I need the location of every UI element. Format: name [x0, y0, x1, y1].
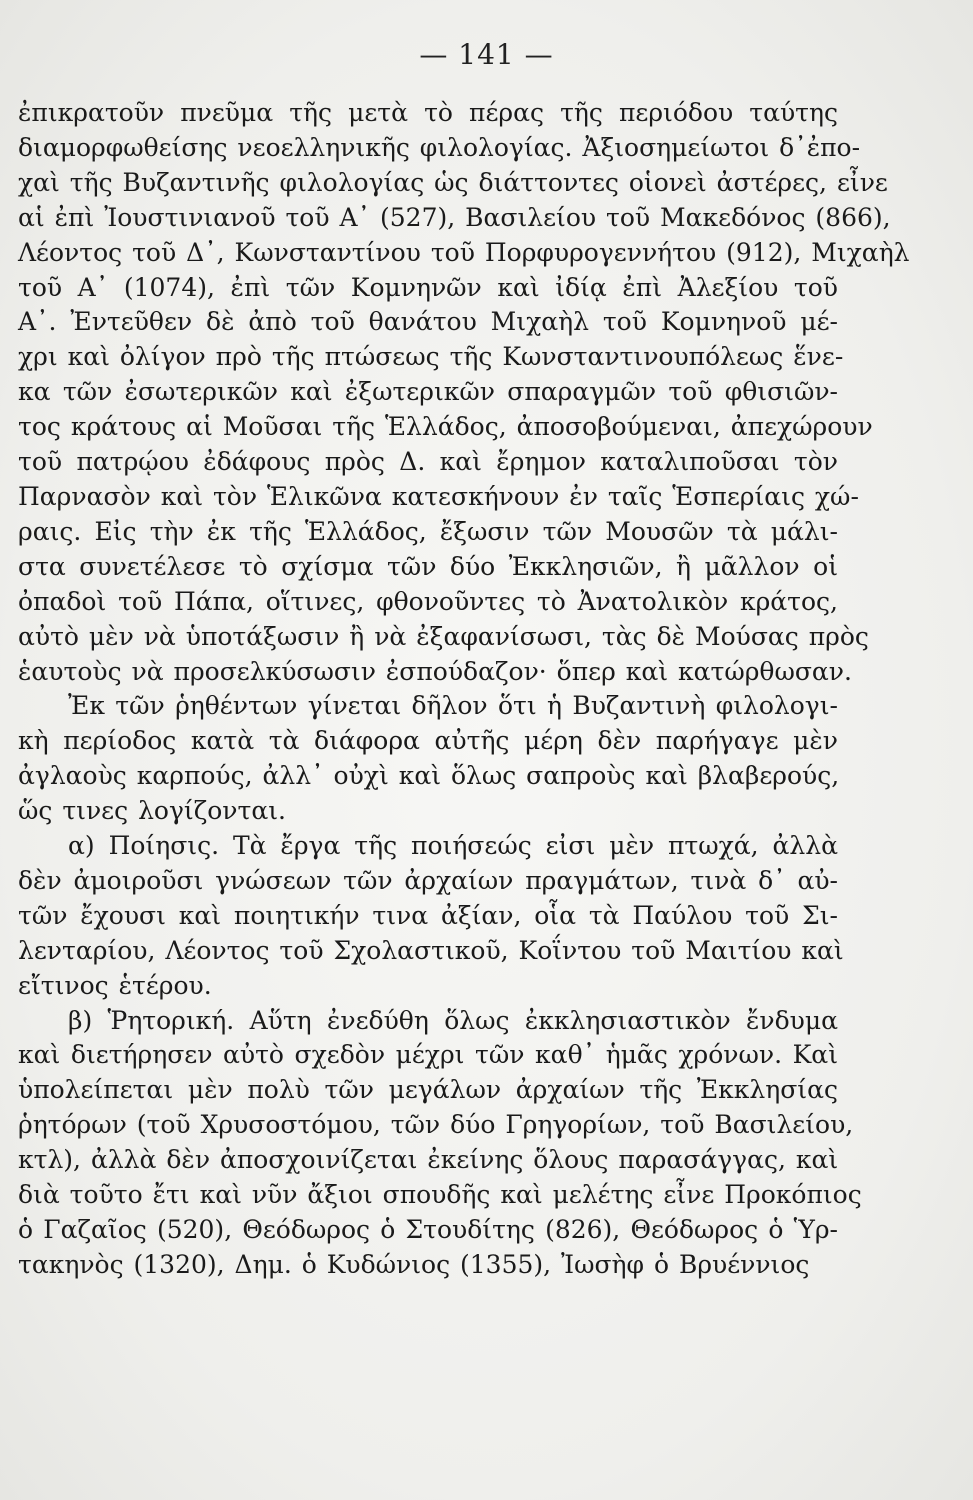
text-line: ῥητόρων (τοῦ Χρυσοστόμου, τῶν δύο Γρηγορίων, τοῦ Βασιλείου,: [18, 1110, 854, 1140]
text-line: τακηνὸς (1320), Δημ. ὁ Κυδώνιος (1355), Ἰωσὴφ ὁ Βρυέννιος: [18, 1249, 810, 1279]
text-line: εἴτινος ἑτέρου.: [18, 970, 212, 1000]
text-line: αὐτὸ μὲν νὰ ὑποτάξωσιν ἢ νὰ ἐξαφανίσωσι, τὰς δὲ Μούσας πρὸς: [18, 621, 869, 651]
page-number: — 141 —: [419, 38, 554, 71]
text-line: τῶν ἔχουσι καὶ ποιητικήν τινα ἀξίαν, οἷα τὰ Παύλου τοῦ Σι-: [18, 900, 838, 930]
text-line: ὁ Γαζαῖος (520), Θεόδωρος ὁ Στουδίτης (826), Θεόδωρος ὁ Ὑρ-: [18, 1215, 838, 1244]
text-line: τοῦ Α᾽ (1074), ἐπὶ τῶν Κομνηνῶν καὶ ἰδίᾳ ἐπὶ Ἀλεξίου τοῦ: [18, 272, 838, 302]
text-line: Παρνασὸν καὶ τὸν Ἑλικῶνα κατεσκήνουν ἐν ταῖς Ἑσπερίαις χώ-: [18, 481, 859, 511]
text-line: κὴ περίοδος κατὰ τὰ διάφορα αὐτῆς μέρη δὲν παρήγαγε μὲν: [18, 726, 838, 756]
text-line: λενταρίου, Λέοντος τοῦ Σχολαστικοῦ, Κοΐντου τοῦ Μαιτίου καὶ: [18, 935, 844, 965]
text-line: Λέοντος τοῦ Δ᾽, Κωνσταντίνου τοῦ Πορφυρογεννήτου (912), Μιχαὴλ: [18, 237, 910, 267]
text-line: χρι καὶ ὀλίγον πρὸ τῆς πτώσεως τῆς Κωνσταντινουπόλεως ἕνε-: [18, 342, 844, 372]
text-line: ὀπαδοὶ τοῦ Πάπα, οἵτινες, φθονοῦντες τὸ Ἀνατολικὸν κράτος,: [18, 586, 838, 616]
text-line: διαμορφωθείσης νεοελληνικῆς φιλολογίας. Ἀξιοσημείωτοι δ᾽ἐπο-: [18, 132, 861, 162]
text-line: ὥς τινες λογίζονται.: [18, 796, 286, 826]
text-line: δὲν ἀμοιροῦσι γνώσεων τῶν ἀρχαίων πραγμάτων, τινὰ δ᾽ αὐ-: [18, 865, 838, 895]
text-line: α) Ποίησις. Τὰ ἔργα τῆς ποιήσεώς εἰσι μὲν πτωχά, ἀλλὰ: [68, 831, 838, 861]
text-line: ἑαυτοὺς νὰ προσελκύσωσιν ἐσπούδαζον· ὅπερ καὶ κατώρθωσαν.: [18, 656, 852, 686]
text-line: ἀγλαοὺς καρπούς, ἀλλ᾽ οὐχὶ καὶ ὅλως σαπροὺς καὶ βλαβερούς,: [18, 761, 840, 791]
text-line: στα συνετέλεσε τὸ σχίσμα τῶν δύο Ἐκκλησιῶν, ἢ μᾶλλον οἱ: [18, 551, 838, 581]
text-line: καὶ διετήρησεν αὐτὸ σχεδὸν μέχρι τῶν καθ᾽ ἡμᾶς χρόνων. Καὶ: [18, 1040, 838, 1070]
body-text: [18, 96, 910, 1283]
text-line: τος κράτους αἱ Μοῦσαι τῆς Ἑλλάδος, ἀποσοβούμεναι, ἀπεχώρουν: [18, 412, 873, 442]
text-line: διὰ τοῦτο ἔτι καὶ νῦν ἄξιοι σπουδῆς καὶ μελέτης εἶνε Προκόπιος: [18, 1180, 862, 1210]
text-line: κτλ), ἀλλὰ δὲν ἀποσχοινίζεται ἐκείνης ὅλους παρασάγγας, καὶ: [18, 1145, 839, 1175]
text-line: τοῦ πατρῴου ἐδάφους πρὸς Δ. καὶ ἔρημον καταλιποῦσαι τὸν: [18, 447, 838, 477]
text-line: αἱ ἐπὶ Ἰουστινιανοῦ τοῦ Α᾽ (527), Βασιλείου τοῦ Μακεδόνος (866),: [18, 202, 891, 232]
text-line: ὑπολείπεται μὲν πολὺ τῶν μεγάλων ἀρχαίων τῆς Ἐκκλησίας: [18, 1075, 838, 1105]
text-line: Α᾽. Ἐντεῦθεν δὲ ἀπὸ τοῦ θανάτου Μιχαὴλ τοῦ Κομνηνοῦ μέ-: [18, 307, 838, 337]
text-line: κα τῶν ἐσωτερικῶν καὶ ἐξωτερικῶν σπαραγμῶν τοῦ φθισιῶν-: [18, 377, 838, 407]
text-line: χαὶ τῆς Βυζαντινῆς φιλολογίας ὡς διάττοντες οἱονεὶ ἀστέρες, εἶνε: [18, 167, 888, 197]
text-line: β) Ῥητορική. Αὕτη ἐνεδύθη ὅλως ἐκκλησιαστικὸν ἔνδυμα: [68, 1005, 838, 1035]
text-line: Ἐκ τῶν ῥηθέντων γίνεται δῆλον ὅτι ἡ Βυζαντινὴ φιλολογι-: [68, 691, 838, 721]
text-line: ἐπικρατοῦν πνεῦμα τῆς μετὰ τὸ πέρας τῆς περιόδου ταύτης: [18, 98, 838, 127]
text-line: ραις. Εἰς τὴν ἐκ τῆς Ἑλλάδος, ἔξωσιν τῶν Μουσῶν τὰ μάλι-: [18, 516, 838, 546]
